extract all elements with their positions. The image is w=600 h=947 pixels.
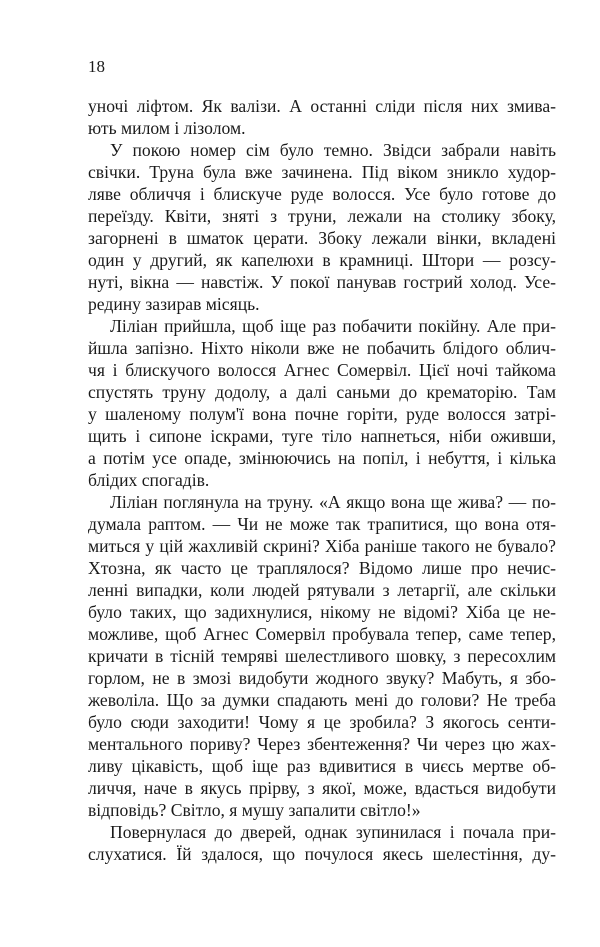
text-line: один у другий, як капелюхи в крамниці. Штори — розсу- <box>88 250 556 270</box>
text-line: загорнені в шматок церати. Збоку лежали вінки, вкладені <box>88 228 556 248</box>
text-line: жеволіла. Що за думки спадають мені до голови? Не треба <box>88 690 556 710</box>
page-number: 18 <box>88 57 105 76</box>
text-line: Хтозна, як часто це траплялося? Відомо лише про нечис- <box>88 558 556 578</box>
text-line: чя і блискучого волосся Агнес Сомервіл. Цієї ночі тайкома <box>88 360 556 380</box>
text-line: а потім усе опаде, змінюючись на попіл, і небуття, і кілька <box>88 448 556 468</box>
body-text <box>88 95 556 865</box>
text-line: личчя, наче в якусь прірву, з якої, може, вдасться видобути <box>88 778 556 798</box>
text-line: ливу цікавість, щоб іще раз вдивитися в чиєсь мертве об- <box>88 756 556 776</box>
text-line: можливе, щоб Агнес Сомервіл пробувала тепер, саме тепер, <box>88 624 556 644</box>
text-line: слухатися. Їй здалося, що почулося якесь шелестіння, ду- <box>88 844 556 864</box>
text-line: було сюди заходити! Чому я це зробила? З якогось сенти- <box>88 712 556 732</box>
text-line: було таких, що задихнулися, нікому не відомі? Хіба це не- <box>88 602 556 622</box>
text-line: ють милом і лізолом. <box>88 118 246 138</box>
text-line: Ліліан поглянула на труну. «А якщо вона ще жива? — по- <box>110 492 556 512</box>
text-line: ментального пориву? Через збентеження? Чи через цю жах- <box>88 734 556 754</box>
text-line: переїзду. Квіти, зняті з труни, лежали на столику збоку, <box>88 206 556 226</box>
text-line: ленні випадки, коли людей рятували з летаргії, але скільки <box>88 580 556 600</box>
text-line: відповідь? Світло, я мушу запалити світло!» <box>88 800 421 820</box>
text-line: У покою номер сім було темно. Звідси забрали навіть <box>110 140 556 160</box>
text-line: спустять труну додолу, а далі саньми до крематорію. Там <box>88 382 556 402</box>
text-line: уночі ліфтом. Як валізи. А останні сліди після них змива- <box>88 96 556 116</box>
text-line: нуті, вікна — навстіж. У покої панував гострий холод. Усе- <box>88 272 556 292</box>
text-line: йшла запізно. Ніхто ніколи вже не побачить блідого облич- <box>88 338 556 358</box>
text-line: думала раптом. — Чи не може так трапитися, що вона отя- <box>88 514 556 534</box>
text-line: редину зазирав місяць. <box>88 294 260 314</box>
text-line: Ліліан прийшла, щоб іще раз побачити покійну. Але при- <box>110 316 556 336</box>
text-line: у шаленому полум'ї вона почне горіти, руде волосся затрі- <box>88 404 556 424</box>
text-line: Повернулася до дверей, однак зупинилася і почала при- <box>110 822 556 842</box>
text-line: горлом, не в змозі видобути жодного звуку? Мабуть, я збо- <box>88 668 556 688</box>
text-line: кричати в тісній темряві шелестливого шовку, з пересохлим <box>88 646 556 666</box>
text-line: щить і сипоне іскрами, туге тіло напнеться, ніби оживши, <box>88 426 556 446</box>
text-line: ляве обличчя і блискуче руде волосся. Усе було готове до <box>88 184 556 204</box>
text-line: блідих спогадів. <box>88 470 210 490</box>
text-line: миться у цій жахливій скрині? Хіба раніше такого не бувало? <box>88 536 556 556</box>
text-line: свічки. Труна була вже зачинена. Під віком зникло худор- <box>88 162 556 182</box>
